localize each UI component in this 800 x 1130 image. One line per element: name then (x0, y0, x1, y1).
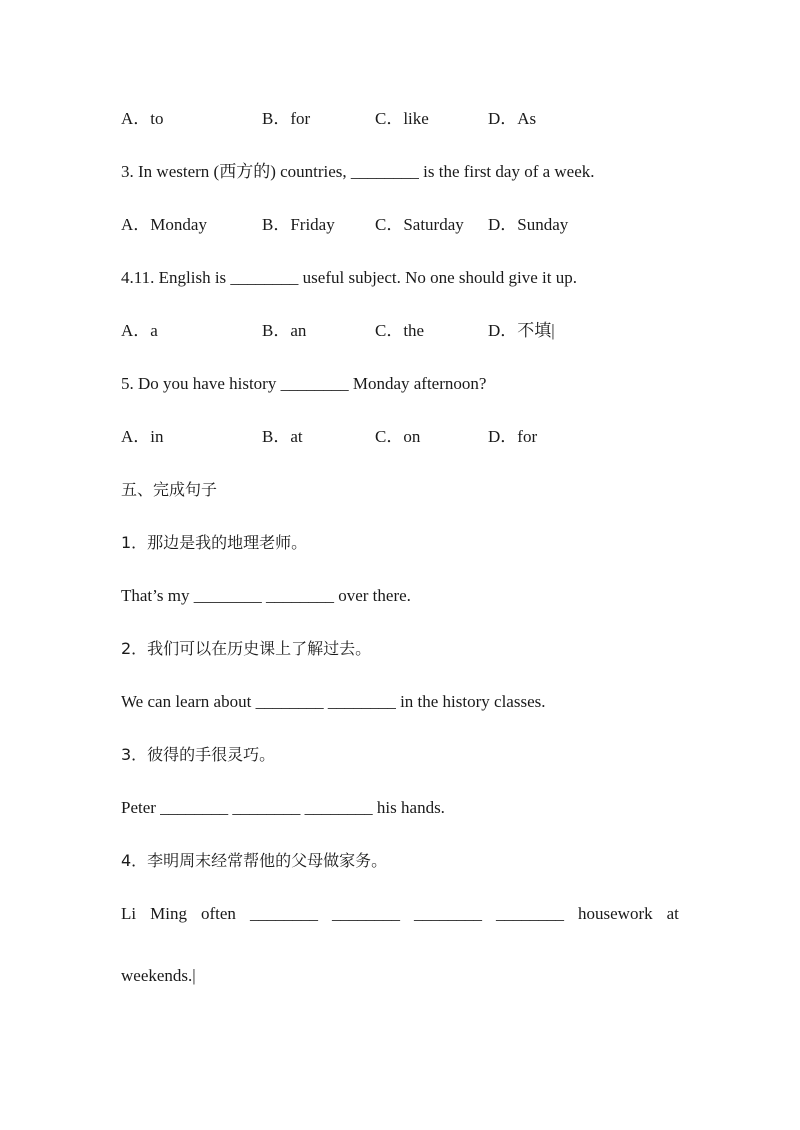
sentence-4-blank: ________ (249, 904, 318, 923)
q4-option-d: D．不填| (488, 321, 555, 340)
sentence-2-english: We can learn about ________ ________ in the history classes. (121, 692, 546, 711)
q2-option-a: A．to (121, 109, 164, 128)
sentence-4-word: Li (121, 904, 137, 923)
q2-option-d: D．As (488, 109, 537, 128)
sentence-4-english-continued: weekends.| (121, 966, 196, 985)
q3-option-c: C．Saturday (375, 215, 464, 234)
q2-option-b: B．for (262, 109, 311, 128)
q2-option-c: C．like (375, 109, 429, 128)
sentence-4-word: often (200, 904, 236, 923)
q4-option-a: A．a (121, 321, 158, 340)
q4-option-c: C．the (375, 321, 425, 340)
q5-stem: 5. Do you have history ________ Monday afternoon? (121, 374, 487, 393)
q5-option-d: D．for (488, 427, 538, 446)
q5-option-b: B．at (262, 427, 303, 446)
sentence-4-chinese: 4．李明周末经常帮他的父母做家务。 (121, 851, 388, 870)
sentence-1-chinese: 1．那边是我的地理老师。 (121, 533, 308, 552)
section-title: 五、完成句子 (121, 480, 218, 499)
sentence-4-english (121, 903, 679, 925)
sentence-4-word: housework (578, 904, 653, 923)
sentence-4-word: Ming (150, 904, 187, 923)
q4-stem: 4.11. English is ________ useful subject. No one should give it up. (121, 268, 577, 287)
sentence-4-blank: ________ (331, 904, 400, 923)
q5-option-c: C．on (375, 427, 421, 446)
sentence-4-word: at (666, 904, 679, 923)
sentence-3-chinese: 3．彼得的手很灵巧。 (121, 745, 276, 764)
sentence-4-blank: ________ (413, 904, 482, 923)
sentence-1-english: That’s my ________ ________ over there. (121, 586, 411, 605)
q3-option-d: D．Sunday (488, 215, 569, 234)
q3-option-b: B．Friday (262, 215, 335, 234)
sentence-2-chinese: 2．我们可以在历史课上了解过去。 (121, 639, 372, 658)
sentence-3-english: Peter ________ ________ ________ his hands. (121, 798, 445, 817)
q3-stem: 3. In western (西方的) countries, ________ is the first day of a week. (121, 162, 595, 181)
q3-option-a: A．Monday (121, 215, 207, 234)
q4-option-b: B．an (262, 321, 307, 340)
sentence-4-blank: ________ (495, 904, 564, 923)
q5-option-a: A．in (121, 427, 164, 446)
